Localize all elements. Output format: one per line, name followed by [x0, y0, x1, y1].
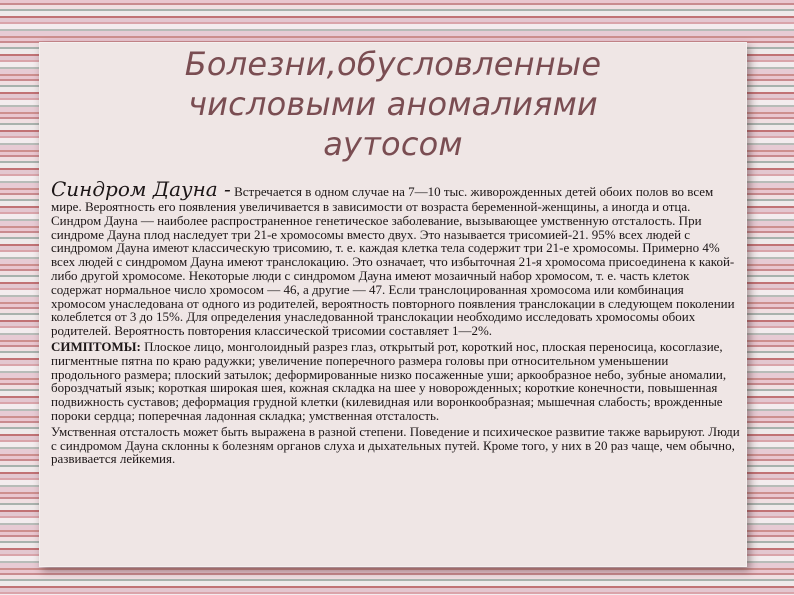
syndrome-term: Синдром Дауна - — [51, 177, 231, 201]
title-line-1: Болезни,обусловленные — [184, 45, 602, 83]
slide-body — [51, 178, 741, 466]
title-line-2: числовыми аномалиями — [188, 85, 598, 123]
symptoms-paragraph — [51, 340, 741, 423]
symptoms-label: СИМПТОМЫ: — [51, 338, 141, 354]
title-line-3: аутосом — [323, 125, 463, 163]
intro-text: Встречается в одном случае на 7—10 тыс. живорожденных детей обоих полов во всем мире. Вероятность его появления увеличивается в зависимости от возраста беременной-женщины, а иногда и отца. Синдром Дауна — наиболее распространенное генетическое заболевание, вызывающее умственную отсталость. При синдроме Дауна плод наследует три 21-е хромосомы вместо двух. Это называется трисомией-21. 95% всех людей с синдромом Дауна имеют классическую трисомию, т. е. каждая клетка тела содержит три 21-е хромосомы. Примерно 4% всех людей с синдромом Дауна имеют транслокацию. Это означает, что избыточная 21-я хромосома присоединена к какой-либо другой хромосоме. Некоторые люди с синдромом Дауна имеют мозаичный набор хромосом, т. е. часть клеток содержат нормальное число хромосом — 46, а другие — 47. Если транслоцированная хромосома или комбинация хромосом унаследована от одного из родителей, вероятность повторного появления транслокации в следующем поколении колеблется от 3 до 15%. Для определения унаследованной транслокации необходимо исследовать хромосомы обоих родителей. Вероятность повторения классической трисомии составляет 1—2%. — [51, 184, 735, 339]
symptoms-text: Плоское лицо, монголоидный разрез глаз, открытый рот, короткий нос, плоская переносица, косоглазие, пигментные пятна по краю радужки; увеличение поперечного размера головы при относительном уменьшении продольного размера; плоский затылок; деформированные низко посаженные уши; аркообразное небо, зубные аномалии, бороздчатый язык; короткая широкая шея, кожная складка на шее у новорожденных; короткие конечности, повышенная подвижность суставов; деформация грудной клетки (килевидная или воронкообразная; мышечная слабость; врожденные пороки сердца; поперечная ладонная складка; умственная отсталость. — [51, 338, 727, 423]
intro-paragraph — [51, 178, 741, 338]
closing-paragraph: Умственная отсталость может быть выражена в разной степени. Поведение и психическое развитие также варьируют. Люди с синдромом Дауна склонны к болезням органов слуха и дыхательных путей. Кроме того, у них в 20 раз чаще, чем обычно, развивается лейкемия. — [51, 423, 740, 467]
slide-title — [39, 44, 747, 164]
